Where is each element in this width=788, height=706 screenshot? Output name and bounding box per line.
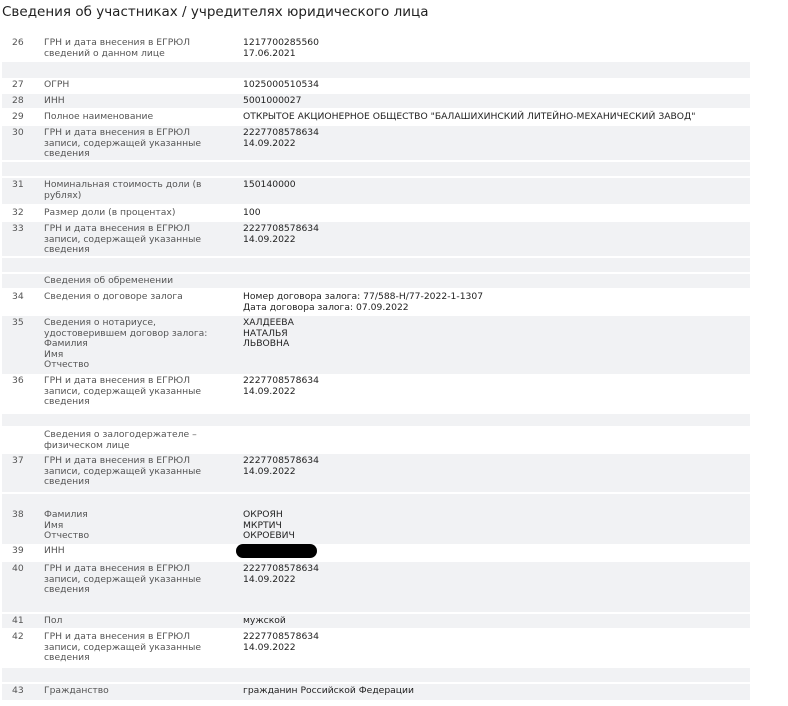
table-row (2, 290, 750, 316)
row-label: Сведения о договоре залога (44, 291, 183, 302)
table-row (2, 94, 750, 108)
row-value: 2227708578634 14.09.2022 (243, 375, 319, 397)
row-spacer (2, 162, 750, 176)
row-number: 43 (12, 685, 24, 696)
row-number: 38 (12, 509, 24, 520)
row-spacer (2, 258, 750, 272)
row-value: 2227708578634 14.09.2022 (243, 455, 319, 477)
row-number: 35 (12, 317, 24, 328)
table-row (2, 508, 750, 544)
row-label: ИНН (44, 95, 65, 106)
row-spacer (2, 598, 750, 612)
table-row (2, 630, 750, 666)
row-number: 42 (12, 631, 24, 642)
row-spacer (2, 414, 750, 426)
table-row (2, 126, 750, 160)
row-value: мужской (243, 615, 286, 626)
redaction-mark (236, 544, 317, 558)
table-row (2, 428, 750, 454)
row-number: 40 (12, 563, 24, 574)
row-label: Фамилия Имя Отчество (44, 509, 90, 541)
table-row (2, 110, 750, 124)
page-title: Сведения об участниках / учредителях юридического лица (2, 4, 429, 20)
row-value: гражданин Российской Федерации (243, 685, 414, 696)
row-label: ГРН и дата внесения в ЕГРЮЛ записи, содержащей указанные сведения (44, 563, 202, 595)
row-number: 28 (12, 95, 24, 106)
row-value: 100 (243, 207, 261, 218)
row-number: 41 (12, 615, 24, 626)
row-label: Размер доли (в процентах) (44, 207, 176, 218)
table-row (2, 614, 750, 628)
row-spacer (2, 62, 750, 78)
row-number: 26 (12, 37, 24, 48)
table-row (2, 684, 750, 700)
table-row (2, 178, 750, 204)
table-row (2, 206, 750, 220)
table-row (2, 374, 750, 408)
row-value: ХАЛДЕЕВА НАТАЛЬЯ ЛЬВОВНА (243, 317, 294, 349)
row-label: ИНН (44, 545, 65, 556)
table-row (2, 454, 750, 492)
row-value: ОТКРЫТОЕ АКЦИОНЕРНОЕ ОБЩЕСТВО "БАЛАШИХИНСКИЙ ЛИТЕЙНО-МЕХАНИЧЕСКИЙ ЗАВОД" (243, 111, 696, 122)
row-number: 33 (12, 223, 24, 234)
row-label: Сведения о нотариусе, удостоверившем договор залога: Фамилия Имя Отчество (44, 317, 208, 370)
row-value: 1025000510534 (243, 79, 319, 90)
row-value: 150140000 (243, 179, 296, 190)
row-label: ГРН и дата внесения в ЕГРЮЛ записи, содержащей указанные сведения (44, 127, 202, 159)
row-label: ГРН и дата внесения в ЕГРЮЛ записи, содержащей указанные сведения (44, 223, 202, 255)
row-label: Гражданство (44, 685, 109, 696)
row-spacer (2, 494, 750, 508)
row-number: 36 (12, 375, 24, 386)
row-value: 2227708578634 14.09.2022 (243, 127, 319, 149)
row-label: Пол (44, 615, 63, 626)
row-label: ГРН и дата внесения в ЕГРЮЛ сведений о данном лице (44, 37, 191, 59)
row-number: 31 (12, 179, 24, 190)
row-label: ГРН и дата внесения в ЕГРЮЛ записи, содержащей указанные сведения (44, 455, 202, 487)
row-value: 1217700285560 17.06.2021 (243, 37, 319, 59)
row-value: 2227708578634 14.09.2022 (243, 223, 319, 245)
table-row (2, 222, 750, 256)
row-value: 5001000027 (243, 95, 302, 106)
row-value: 2227708578634 14.09.2022 (243, 563, 319, 585)
row-number: 29 (12, 111, 24, 122)
row-label: Номинальная стоимость доли (в рублях) (44, 179, 202, 201)
row-label: ГРН и дата внесения в ЕГРЮЛ записи, содержащей указанные сведения (44, 375, 202, 407)
row-number: 27 (12, 79, 24, 90)
row-number: 37 (12, 455, 24, 466)
row-label: Полное наименование (44, 111, 154, 122)
row-value: Номер договора залога: 77/588-Н/77-2022-1-1307 Дата договора залога: 07.09.2022 (243, 291, 484, 313)
row-number: 32 (12, 207, 24, 218)
row-value: 2227708578634 14.09.2022 (243, 631, 319, 653)
row-spacer (2, 668, 750, 682)
row-number: 39 (12, 545, 24, 556)
table-row (2, 544, 750, 562)
row-label: ОГРН (44, 79, 70, 90)
row-number: 34 (12, 291, 24, 302)
table-row (2, 274, 750, 288)
row-label: Сведения о залогодержателе – физическом лице (44, 429, 197, 451)
table-row (2, 316, 750, 374)
table-row (2, 562, 750, 598)
table-row (2, 78, 750, 92)
row-value: ОКРОЯН МКРТИЧ ОКРОЕВИЧ (243, 509, 295, 541)
row-label: Сведения об обременении (44, 275, 174, 286)
row-number: 30 (12, 127, 24, 138)
table-row (2, 36, 750, 62)
row-label: ГРН и дата внесения в ЕГРЮЛ записи, содержащей указанные сведения (44, 631, 202, 663)
